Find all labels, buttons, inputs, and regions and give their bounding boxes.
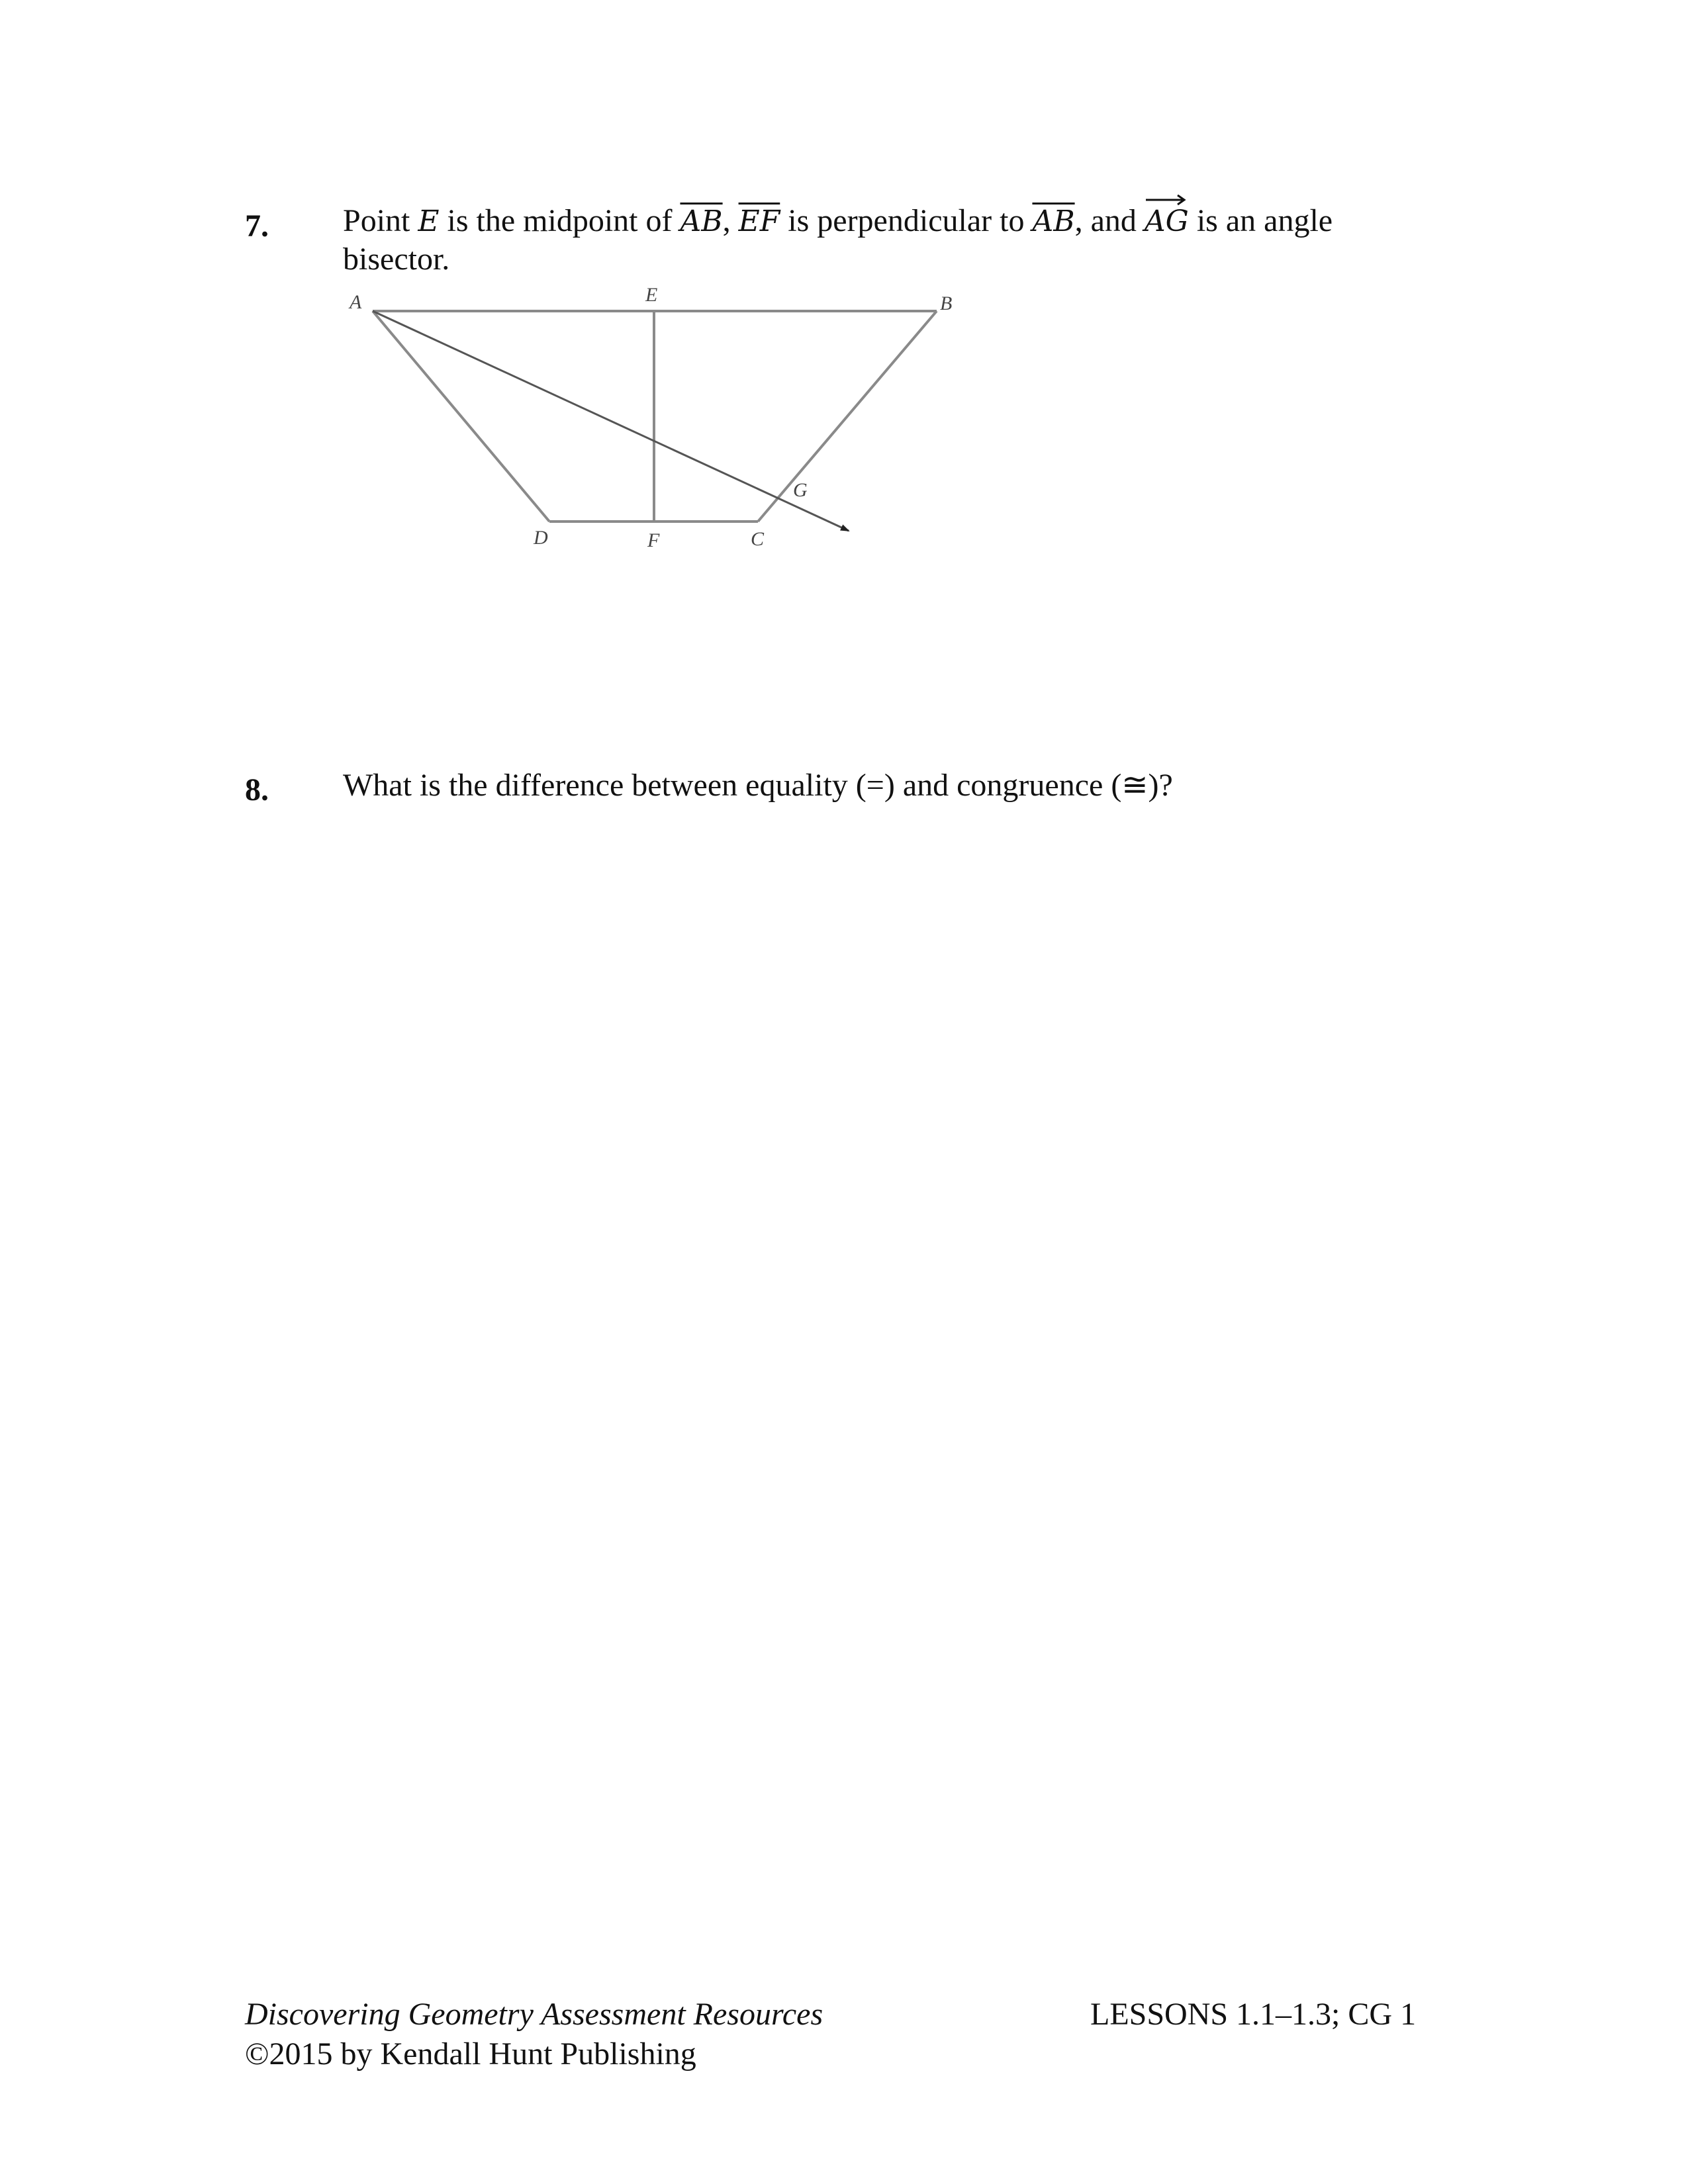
ray-ag [373, 311, 849, 531]
label-d: D [534, 527, 548, 549]
ray-arrow-icon [1146, 193, 1187, 205]
ray-ag-label: AG [1144, 205, 1189, 238]
footer-copyright: ©2015 by Kendall Hunt Publishing [245, 2036, 696, 2071]
label-a: A [350, 291, 362, 313]
footer-title: Discovering Geometry Assessment Resources [245, 1997, 823, 2032]
question-7-text-line-2: bisector. [343, 242, 450, 277]
question-7-number: 7. [245, 208, 269, 244]
q7-text-part: is perpendicular to [780, 203, 1033, 238]
segment-da [373, 311, 549, 522]
label-c: C [751, 528, 765, 550]
label-f: F [647, 529, 660, 551]
footer-lessons: LESSONS 1.1–1.3; CG 1 [1090, 1997, 1417, 2032]
label-b: B [940, 293, 953, 314]
segment-ef-symbol: $\overline{EF}$ [738, 205, 780, 238]
q7-text-part: , and [1074, 203, 1145, 238]
segment-ab-symbol: $\overline{AB}$ [1032, 205, 1075, 238]
question-8-number: 8. [245, 772, 269, 807]
point-e-symbol: E [418, 205, 440, 238]
q7-text-part: , [722, 203, 739, 238]
segment-ab-symbol: $\overline{AB}$ [680, 205, 723, 238]
footer-left [245, 1995, 823, 2074]
q7-text-part: Point [343, 203, 418, 238]
segment-bc [758, 311, 937, 522]
geometry-figure [331, 278, 953, 556]
q7-text-part: is an angle [1188, 203, 1333, 238]
question-8-text: What is the difference between equality (=) and congruence (≅)? [343, 768, 1173, 803]
q7-text-part: is the midpoint of [439, 203, 680, 238]
label-e: E [645, 284, 658, 306]
ray-ag-symbol [1145, 203, 1189, 241]
question-7-text-line-1 [343, 202, 1333, 241]
label-g: G [793, 479, 808, 501]
